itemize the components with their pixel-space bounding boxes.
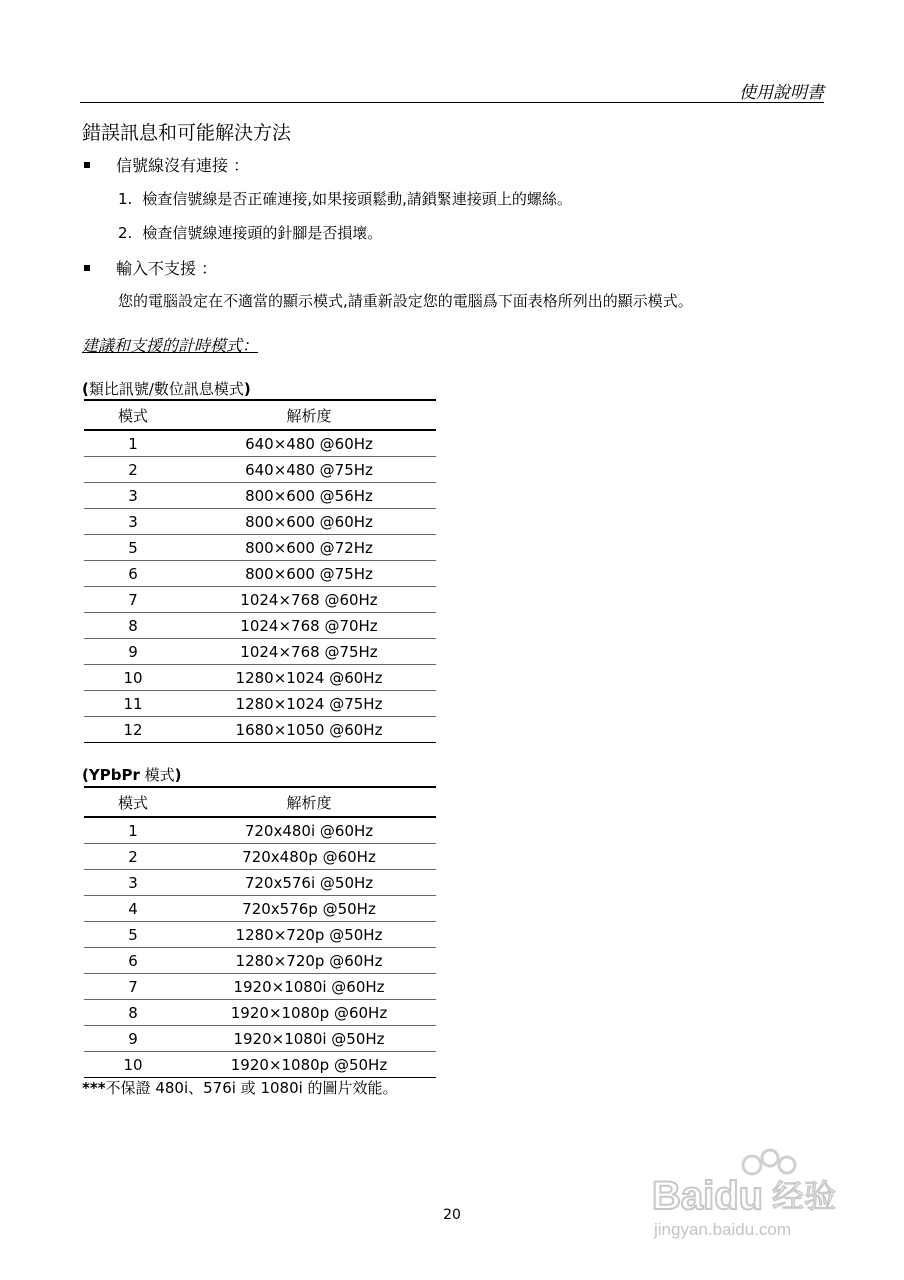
resolution-cell: 1920×1080i @50Hz xyxy=(182,1026,436,1052)
table-row xyxy=(84,717,436,743)
table-row xyxy=(84,896,436,922)
table-row xyxy=(84,457,436,483)
mode-cell: 7 xyxy=(84,974,182,1000)
table-row xyxy=(84,1052,436,1078)
unsupported-input-paragraph: 您的電腦設定在不適當的顯示模式,請重新設定您的電腦爲下面表格所列出的顯示模式。 xyxy=(118,292,693,310)
resolution-cell: 1280×1024 @75Hz xyxy=(182,691,436,717)
svg-text:jingyan.baidu.com: jingyan.baidu.com xyxy=(654,1220,792,1239)
bullet-icon xyxy=(84,162,90,168)
mode-cell: 4 xyxy=(84,896,182,922)
table-row xyxy=(84,1026,436,1052)
column-header-mode: 模式 xyxy=(84,787,182,817)
mode-cell: 2 xyxy=(84,844,182,870)
resolution-cell: 800×600 @60Hz xyxy=(182,509,436,535)
table-row xyxy=(84,817,436,844)
table-row xyxy=(84,870,436,896)
table-row xyxy=(84,665,436,691)
resolution-cell: 720x576p @50Hz xyxy=(182,896,436,922)
table-row xyxy=(84,922,436,948)
resolution-cell: 800×600 @72Hz xyxy=(182,535,436,561)
table-row xyxy=(84,483,436,509)
mode-cell: 12 xyxy=(84,717,182,743)
footnote-stars: *** xyxy=(82,1079,106,1097)
caption-paren: ) xyxy=(174,766,182,784)
resolution-cell: 640×480 @60Hz xyxy=(182,430,436,457)
footnote-text: 不保證 480i、576i 或 1080i 的圖片效能。 xyxy=(105,1079,398,1097)
resolution-cell: 1024×768 @70Hz xyxy=(182,613,436,639)
column-header-resolution: 解析度 xyxy=(182,400,436,430)
table-row xyxy=(84,948,436,974)
resolution-cell: 1280×720p @60Hz xyxy=(182,948,436,974)
column-header-resolution: 解析度 xyxy=(182,787,436,817)
step-number: 1. xyxy=(118,190,133,208)
table-row xyxy=(84,587,436,613)
resolution-cell: 800×600 @56Hz xyxy=(182,483,436,509)
caption-paren: ) xyxy=(243,380,251,398)
resolution-cell: 1920×1080i @60Hz xyxy=(182,974,436,1000)
resolution-cell: 1024×768 @75Hz xyxy=(182,639,436,665)
table-row xyxy=(84,1000,436,1026)
mode-cell: 1 xyxy=(84,430,182,457)
resolution-cell: 720x576i @50Hz xyxy=(182,870,436,896)
bullet-label: 信號線沒有連接 ： xyxy=(116,156,250,175)
mode-cell: 10 xyxy=(84,1052,182,1078)
mode-cell: 3 xyxy=(84,509,182,535)
document-header-title: 使用說明書 xyxy=(739,83,824,103)
resolution-cell: 1024×768 @60Hz xyxy=(182,587,436,613)
baidu-jingyan-watermark xyxy=(642,1143,862,1243)
table-row xyxy=(84,691,436,717)
mode-cell: 1 xyxy=(84,817,182,844)
mode-cell: 7 xyxy=(84,587,182,613)
step-text: 檢查信號線連接頭的針腳是否損壞。 xyxy=(142,224,383,242)
mode-cell: 5 xyxy=(84,922,182,948)
step-number: 2. xyxy=(118,224,133,242)
resolution-cell: 1280×1024 @60Hz xyxy=(182,665,436,691)
column-header-mode: 模式 xyxy=(84,400,182,430)
table-row xyxy=(84,561,436,587)
table-row xyxy=(84,844,436,870)
mode-cell: 8 xyxy=(84,1000,182,1026)
section-title: 錯誤訊息和可能解決方法 xyxy=(82,122,292,144)
table-row xyxy=(84,430,436,457)
mode-cell: 8 xyxy=(84,613,182,639)
mode-cell: 2 xyxy=(84,457,182,483)
page-number: 20 xyxy=(443,1207,461,1223)
analog-modes-table xyxy=(84,399,436,743)
table-row xyxy=(84,509,436,535)
mode-cell: 6 xyxy=(84,561,182,587)
mode-cell: 5 xyxy=(84,535,182,561)
caption-text: 類比訊號/數位訊息模式 xyxy=(88,380,244,398)
table-row xyxy=(84,535,436,561)
mode-cell: 3 xyxy=(84,483,182,509)
step-item xyxy=(118,222,382,243)
resolution-cell: 1280×720p @50Hz xyxy=(182,922,436,948)
mode-cell: 6 xyxy=(84,948,182,974)
header-divider xyxy=(80,102,824,103)
caption-bold-text: (YPbPr xyxy=(82,766,140,784)
analog-table-caption xyxy=(82,378,251,399)
ypbpr-table-caption xyxy=(82,764,181,785)
resolution-cell: 720x480p @60Hz xyxy=(182,844,436,870)
resolution-cell: 1920×1080p @60Hz xyxy=(182,1000,436,1026)
step-item xyxy=(118,188,572,209)
resolution-cell: 800×600 @75Hz xyxy=(182,561,436,587)
bullet-icon xyxy=(84,265,90,271)
table-row xyxy=(84,613,436,639)
step-text: 檢查信號線是否正確連接,如果接頭鬆動,請鎖緊連接頭上的螺絲。 xyxy=(142,190,572,208)
table-header-row xyxy=(84,400,436,430)
resolution-cell: 720x480i @60Hz xyxy=(182,817,436,844)
mode-cell: 9 xyxy=(84,639,182,665)
mode-cell: 3 xyxy=(84,870,182,896)
analog-table-body xyxy=(84,430,436,743)
mode-cell: 9 xyxy=(84,1026,182,1052)
svg-text:Baidu: Baidu xyxy=(652,1174,764,1218)
table-row xyxy=(84,974,436,1000)
mode-cell: 10 xyxy=(84,665,182,691)
bullet-item-unsupported-input xyxy=(84,256,217,279)
footnote xyxy=(82,1077,398,1098)
bullet-label: 輸入不支援 ： xyxy=(116,259,218,278)
table-row xyxy=(84,639,436,665)
resolution-cell: 1680×1050 @60Hz xyxy=(182,717,436,743)
ypbpr-modes-table xyxy=(84,786,436,1078)
ypbpr-table-body xyxy=(84,817,436,1078)
table-header-row xyxy=(84,787,436,817)
caption-text: 模式 xyxy=(139,766,175,784)
svg-text:经验: 经验 xyxy=(772,1177,837,1215)
resolution-cell: 640×480 @75Hz xyxy=(182,457,436,483)
caption-paren: ( xyxy=(82,380,89,398)
mode-cell: 11 xyxy=(84,691,182,717)
timing-modes-title: 建議和支援的計時模式： xyxy=(82,336,259,355)
bullet-item-no-signal xyxy=(84,153,249,176)
resolution-cell: 1920×1080p @50Hz xyxy=(182,1052,436,1078)
